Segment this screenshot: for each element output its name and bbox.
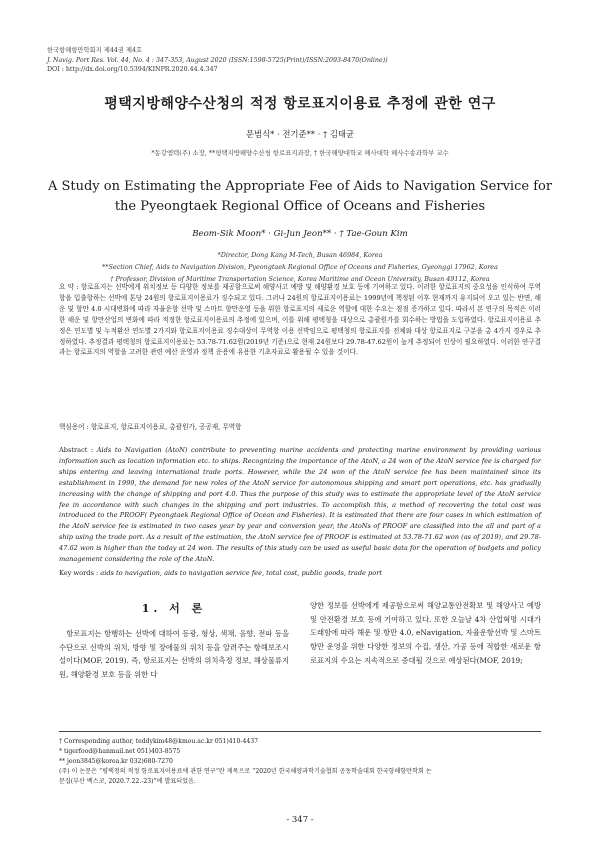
journal-citation-text: J. Navig. Port Res. Vol. 44, No. 4 : 347-353, August 2020 (ISSN:1598-5725(Print)/ISSN:2093-8470(Online)) xyxy=(47,56,388,64)
abstract-ko-text: 항로표지는 선박에게 위치정보 등 다양한 정보를 제공함으로써 해양사고 예방 및 해양환경 보호 등에 기여하고 있다. 이러한 항로표지의 중요성을 인식하여 무역항을 입출항하는 선박에 톤당 24원의 항로표지이용료가 징수되고 있다. 그러나 24원의 항로표지이용료는 1999년에 책정된 이후 현재까지 유지되어 오고 있는 반면, 해운 및 항만 4.0 시대변화에 따라 자율운항 선박 및 스마트 항만운영 등을 위한 항로표지의 새로운 역할에 대한 수요는 점점 증가하고 있다. 따라서 본 연구의 목적은 이러한 해운 및 항만산업의 변화에 따라 적정한 항로표지이용료의 추정에 있으며, 이를 위해 평택청을 대상으로 총괄원가를 회수하는 방법을 도입하였다. 항로표지이용료 추정은 연도별 및 누적환산 연도별 2가지와 항로표지이용료 징수대상이 무역항 이용 선박임으로 평택청의 항로표지를 전체와 대상 항로표지로 구분을 총 4가지 경우로 추정하였다. 추정결과 평택청의 항로표지이용료는 53.78-71.62원(2019년 기준)으로 현재 24원보다 29.78-47.62원이 높게 추정되어 인상이 필요하였다. 이러한 연구결과는 항로표지의 역할을 고려한 관련 예산 운영과 정책 운용에 유용한 기초자료로 활용될 수 있을 것이다. xyxy=(59,283,541,357)
footnote-email-2: * tigerfood@hanmail.net 051)403-8575 xyxy=(59,748,181,755)
keywords-en-label: Key words : xyxy=(59,569,99,577)
keywords-ko-text: 항로표지, 항로표지이용료, 총괄원가, 공공재, 무역항 xyxy=(90,423,242,431)
doi-link[interactable]: DOI : http://dx.doi.org/10.5394/KINPR.2020.44.4.347 xyxy=(47,66,218,73)
footnote-divider xyxy=(59,731,541,732)
affiliation-en-2: **Section Chief, Aids to Navigation Division, Pyeongtaek Regional Office of Oceans and Fisheries, Gyeonggi 17962, Korea xyxy=(102,263,498,271)
authors-en: Beom-Sik Moon* · Gi-Jun Jeon** · † Tae-Goun Kim xyxy=(192,229,408,239)
footnote-email-3: ** jeon3845@korea.kr 032)680-7270 xyxy=(59,758,173,765)
footnote-note-2: 문집(부산 벡스코, 2020.7.22.-23)”에 발표되었음. xyxy=(59,778,196,785)
abstract-en xyxy=(59,445,541,565)
keywords-ko xyxy=(59,421,541,431)
body-column-left: 항로표지는 항행하는 선박에 대하여 등광, 형상, 색채, 음향, 전파 등을 수단으로 선박의 위치, 방향 및 장애물의 위치 등을 알려주는 항해보조시설이다(MOF, 2019). 즉, 항로표지는 선박의 위치측정 정보, 해상물류지원, 해양환경 보호 등을 위한 다 xyxy=(59,629,289,679)
page-number: - 347 - xyxy=(286,815,314,825)
keywords-ko-label: 핵심용어 : xyxy=(59,423,89,431)
abstract-en-label: Abstract : xyxy=(59,446,94,454)
section-heading-introduction: 1. 서 론 xyxy=(141,602,207,615)
footnote-note-1: (주) 이 논문은 “평택청의 적정 항로표지이용료에 관한 연구”란 제목으로 “2020년 한국해양과학기술협회 공동학술대회 한국항해항만학회 논 xyxy=(59,768,432,775)
journal-citation-en xyxy=(47,56,388,66)
keywords-en xyxy=(59,569,541,577)
keywords-en-text: aids to navigation, aids to navigation service fee, total cost, public goods, trade port xyxy=(100,569,383,577)
abstract-ko xyxy=(59,282,541,358)
paper-title-ko: 평택지방해양수산청의 적정 항로표지이용료 추정에 관한 연구 xyxy=(104,96,496,112)
abstract-ko-label: 요 약 : xyxy=(59,283,79,291)
abstract-en-text: Aids to Navigation (AtoN) contribute to preventing marine accidents and protecting marine environment by providing various information such as location information etc. to ships. Recognizing the importance of the AtoN, a 24 won of the AtoN service fee is charged for ships entering and leaving international trade ports. However, while the 24 won of the AtoN service fee has been maintained since its establishment in 1999, the demand for new roles of the AtoN service for autonomous shipping and smart port operations, etc. has gradually increasing with the change of shipping and port 4.0. Thus the purpose of this study was to estimate the appropriate level of the AtoN service fee in accordance with such changes in the shipping and port industries. To accomplish this, a method of recovering the total cost was introduced to the PROOF( Pyeongtaek Regional Office of Ocean and Fisheries). It is estimated that there are four cases in which estimation of the AtoN service fee is estimated in two cases year by year and conversion year, the AtoNs of PROOF are classified into the all and part of a ship using the trade port. As a result of the estimation, the AtoN service fee of PROOF is estimated at 53.78-71.62 won (as of 2019), and 29.78-47.62 won is higher than the today at 24 won. The results of this study can be used as useful basic data for the operation of budgets and policy management considering the role of the AtoN. xyxy=(59,446,541,564)
paper-title-en: A Study on Estimating the Appropriate Fee of Aids to Navigation Service for the Pyeongtaek Regional Office of Oceans and Fisheries xyxy=(47,179,553,214)
affiliation-en-3: † Professor, Division of Maritime Transportation Science, Korea Maritime and Ocean University, Busan 49112, Korea xyxy=(110,275,490,283)
footnote-corresponding: † Corresponding author, teddykim48@kmou.ac.kr 051)410-4437 xyxy=(59,738,258,745)
authors-ko: 문범식* · 전기준** · † 김태균 xyxy=(245,129,355,139)
affiliation-en-1: *Director, Dong Kang M-Tech, Busan 46984, Korea xyxy=(217,251,383,259)
affiliation-ko: *동강엠텍(주) 소장, **평택지방해양수산청 항로표지과장, † 한국해양대학교 해사대학 해사수송과학부 교수 xyxy=(151,149,449,157)
body-column-right: 양한 정보를 선박에게 제공함으로써 해양교통안전확보 및 해양사고 예방 및 안전환경 보호 등에 기여하고 있다. 또한 오늘날 4차 산업혁명 시대가 도래함에 따라 해운 및 항만 4.0, eNavigation, 자율운항선박 및 스마트항만 운영을 위한 다양한 정보의 수집, 생산, 가공 등에 적합한 새로운 항로표지의 수요는 지속적으로 증대될 것으로 예상된다(MOF, 2019; xyxy=(310,601,541,665)
journal-title-ko: 한국항해항만학회지 제44권 제4호 xyxy=(47,47,143,54)
